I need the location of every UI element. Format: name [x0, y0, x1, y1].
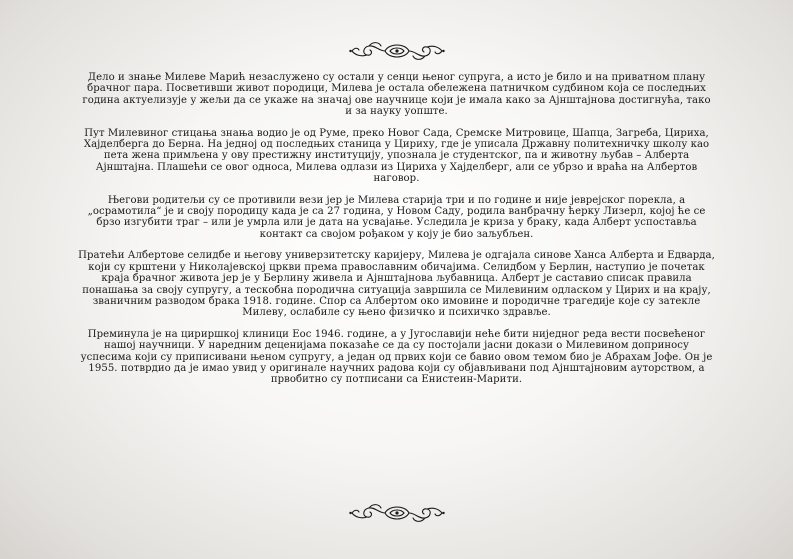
paragraph-3: Његови родитељи су се противили вези јер је Милева старија три и по године и није јеврејског порекла, а „осрамотила“ је и своју породицу када је са 27 година, у Новом Саду, родила ванбрачну ћерку Лизерл, којој ће се брзо изгубити траг – или је умрла или је дата на усвајање. Уследила је криза у браку, када Алберт успоставља контакт са својом рођаком у коју је био заљубљен. [87, 194, 706, 240]
paragraph-1: Дело и знање Милеве Марић незаслужено су остали у сенци њеног супруга, а исто је било и на приватном плану брачног пара. Посветивши живот породици, Милева је остала обележена патничком судбином која се последњих година актуелизује у жељи да се укаже на значај ове научнице који је имала како за Ајнштајнова достигнућа, тако и за науку уопште. [82, 72, 711, 118]
paragraph-4: Пратећи Албертове селидбе и његову универзитетску каријеру, Милева је одгајала синове Ханса Алберта и Едварда, који су крштени у Николајевској цркви према православним обичајима. Селидбом у Берлин, наступио је почетак краја брачног живота јер је у Берлину живела и Ајнштајнова љубавница. Алберт је саставио списак правила понашања за своју супругу, а тескобна породична ситуација завршила се Милевиним одласком у Цирих и на крају, званичним разводом брака 1918. године. Спор са Албертом око имовине и породичне трагедије које су затекле Милеву, ослабиле су њено физичко и психичко здравље. [78, 250, 715, 319]
scroll-ornament-icon [347, 500, 447, 526]
scroll-ornament-icon [347, 38, 447, 64]
bottom-ornament-icon [347, 500, 447, 526]
article-text [78, 72, 715, 386]
paragraph-2: Пут Милевиног стицања знања водио је од Руме, преко Новог Сада, Сремске Митровице, Шапца, Загреба, Цириха, Хајделберга до Берна. На једној од последњих станица у Цириху, где је уписала Државну политехничку школу као пета жена примљена у ову престижну институцију, упознала је студентског, па и животну љубав – Алберта Ајнштајна. Плашећи се овог односа, Милева одлази из Цириха у Хајделберг, али се убрзо и враћа на Албертов наговор. [83, 127, 710, 185]
top-ornament-icon [347, 38, 447, 64]
paragraph-5: Преминула је на цириршкој клиници Еос 1946. године, а у Југославији неће бити ниједног реда вести посвећеног нашој научници. У наредним деценијама показаће се да су постојали јасни докази о Милевином доприносу успесима који су приписивани њеном супругу, а један од првих који се бавио овом темом био је Абрахам Јофе. Он је 1955. потврдио да је имао увид у оригинале научних радова који су објављивани под Ајнштајновим ауторством, а првобитно су потписани са Енистеин-Марити. [80, 328, 713, 386]
